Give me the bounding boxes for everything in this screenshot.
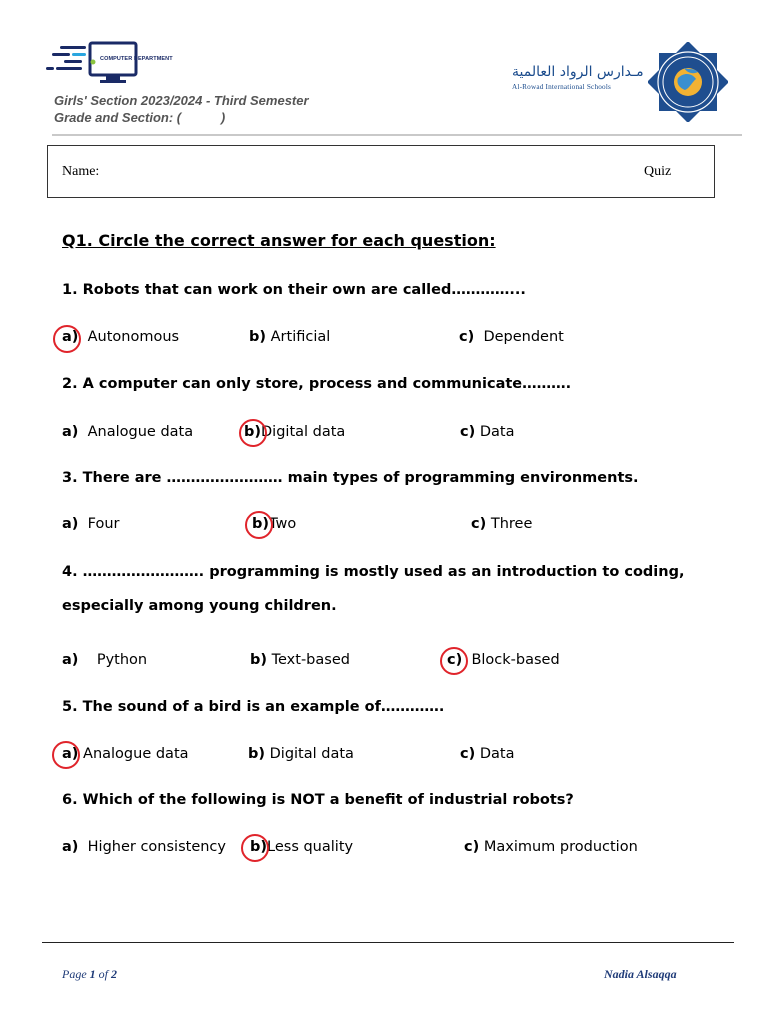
question-2-option-c[interactable] xyxy=(460,424,514,440)
footer-divider xyxy=(42,942,734,943)
question-6-text: 6. Which of the following is NOT a benefit of industrial robots? xyxy=(62,792,574,808)
option-letter: c) xyxy=(459,329,475,345)
name-label: Name: xyxy=(62,164,100,179)
option-text: Block-based xyxy=(471,652,560,668)
grade-section-line: Grade and Section: ( ) xyxy=(54,110,226,125)
option-text: Maximum production xyxy=(483,839,638,855)
section-semester-line: Girls' Section 2023/2024 - Third Semester xyxy=(54,93,309,108)
author-name: Nadia Alsaqqa xyxy=(604,967,677,981)
option-letter: a) xyxy=(62,746,79,762)
department-label: COMPUTER DEPARTMENT xyxy=(100,56,173,62)
question-4-option-b[interactable] xyxy=(250,652,350,668)
question-4-text: 4. ……………………. programming is mostly used as an introduction to coding, xyxy=(62,564,685,580)
option-letter: c) xyxy=(471,516,487,532)
option-letter: b) xyxy=(250,652,268,668)
option-letter: c) xyxy=(464,839,480,855)
option-text: Three xyxy=(490,516,533,532)
question-1-text: 1. Robots that can work on their own are called…………... xyxy=(62,282,526,298)
option-letter: b) xyxy=(250,839,268,855)
option-letter: c) xyxy=(460,424,476,440)
page-prefix: Page xyxy=(62,967,90,981)
option-text: Artificial xyxy=(270,329,331,345)
option-text: Data xyxy=(479,424,515,440)
school-emblem-logo xyxy=(648,42,728,122)
school-name-english: Al-Rowad International Schools xyxy=(512,83,612,91)
option-letter: b) xyxy=(248,746,266,762)
option-letter: b) xyxy=(249,329,267,345)
question-4-text-line2: especially among young children. xyxy=(62,598,337,614)
option-letter: a) xyxy=(62,652,79,668)
option-text: Autonomous xyxy=(87,329,180,345)
option-letter: c) xyxy=(447,652,463,668)
answer-circle-q5 xyxy=(52,741,80,769)
option-text: Text-based xyxy=(271,652,350,668)
question-2-option-a[interactable] xyxy=(62,424,193,440)
school-name-arabic: مـدارس الرواد العالمية xyxy=(512,64,644,80)
answer-circle-q6 xyxy=(241,834,269,862)
option-letter: a) xyxy=(62,329,79,345)
page-number xyxy=(62,967,117,982)
option-text: Digital data xyxy=(261,424,346,440)
option-text: Higher consistency xyxy=(87,839,226,855)
option-text: Data xyxy=(479,746,515,762)
question-5-option-c[interactable] xyxy=(460,746,514,762)
student-info-box xyxy=(47,145,715,198)
option-text: Dependent xyxy=(483,329,564,345)
question-5-text: 5. The sound of a bird is an example of…………. xyxy=(62,699,445,715)
question-2-text: 2. A computer can only store, process and communicate………. xyxy=(62,376,572,392)
option-letter: a) xyxy=(62,424,79,440)
page-total: 2 xyxy=(111,967,117,981)
answer-circle-q1 xyxy=(53,325,81,353)
question-1-option-c[interactable] xyxy=(459,329,564,345)
quiz-label: Quiz xyxy=(644,164,672,179)
answer-circle-q2 xyxy=(239,419,267,447)
answer-circle-q4 xyxy=(440,647,468,675)
option-text: Four xyxy=(87,516,120,532)
computer-department-logo xyxy=(46,40,196,88)
page-of: of xyxy=(95,967,111,981)
question-6-option-c[interactable] xyxy=(464,839,638,855)
header-divider xyxy=(52,134,742,136)
page-current: 1 xyxy=(89,967,96,981)
answer-circle-q3 xyxy=(245,511,273,539)
question-heading: Q1. Circle the correct answer for each question: xyxy=(62,231,496,250)
question-1-option-b[interactable] xyxy=(249,329,330,345)
option-text: Less quality xyxy=(267,839,354,855)
option-letter: c) xyxy=(460,746,476,762)
question-3-option-c[interactable] xyxy=(471,516,532,532)
option-text: Analogue data xyxy=(87,424,194,440)
question-3-text: 3. There are …………………… main types of programming environments. xyxy=(62,470,639,486)
option-text: Python xyxy=(96,652,148,668)
option-letter: a) xyxy=(62,516,79,532)
question-6-option-a[interactable] xyxy=(62,839,226,855)
option-letter: a) xyxy=(62,839,79,855)
option-text: Two xyxy=(269,516,297,532)
question-5-option-a[interactable] xyxy=(62,746,189,762)
question-5-option-b[interactable] xyxy=(248,746,354,762)
option-letter: b) xyxy=(244,424,262,440)
question-4-option-a[interactable] xyxy=(62,652,147,668)
option-text: Digital data xyxy=(269,746,354,762)
option-letter: b) xyxy=(252,516,270,532)
option-text: Analogue data xyxy=(83,746,189,762)
question-3-option-a[interactable] xyxy=(62,516,120,532)
